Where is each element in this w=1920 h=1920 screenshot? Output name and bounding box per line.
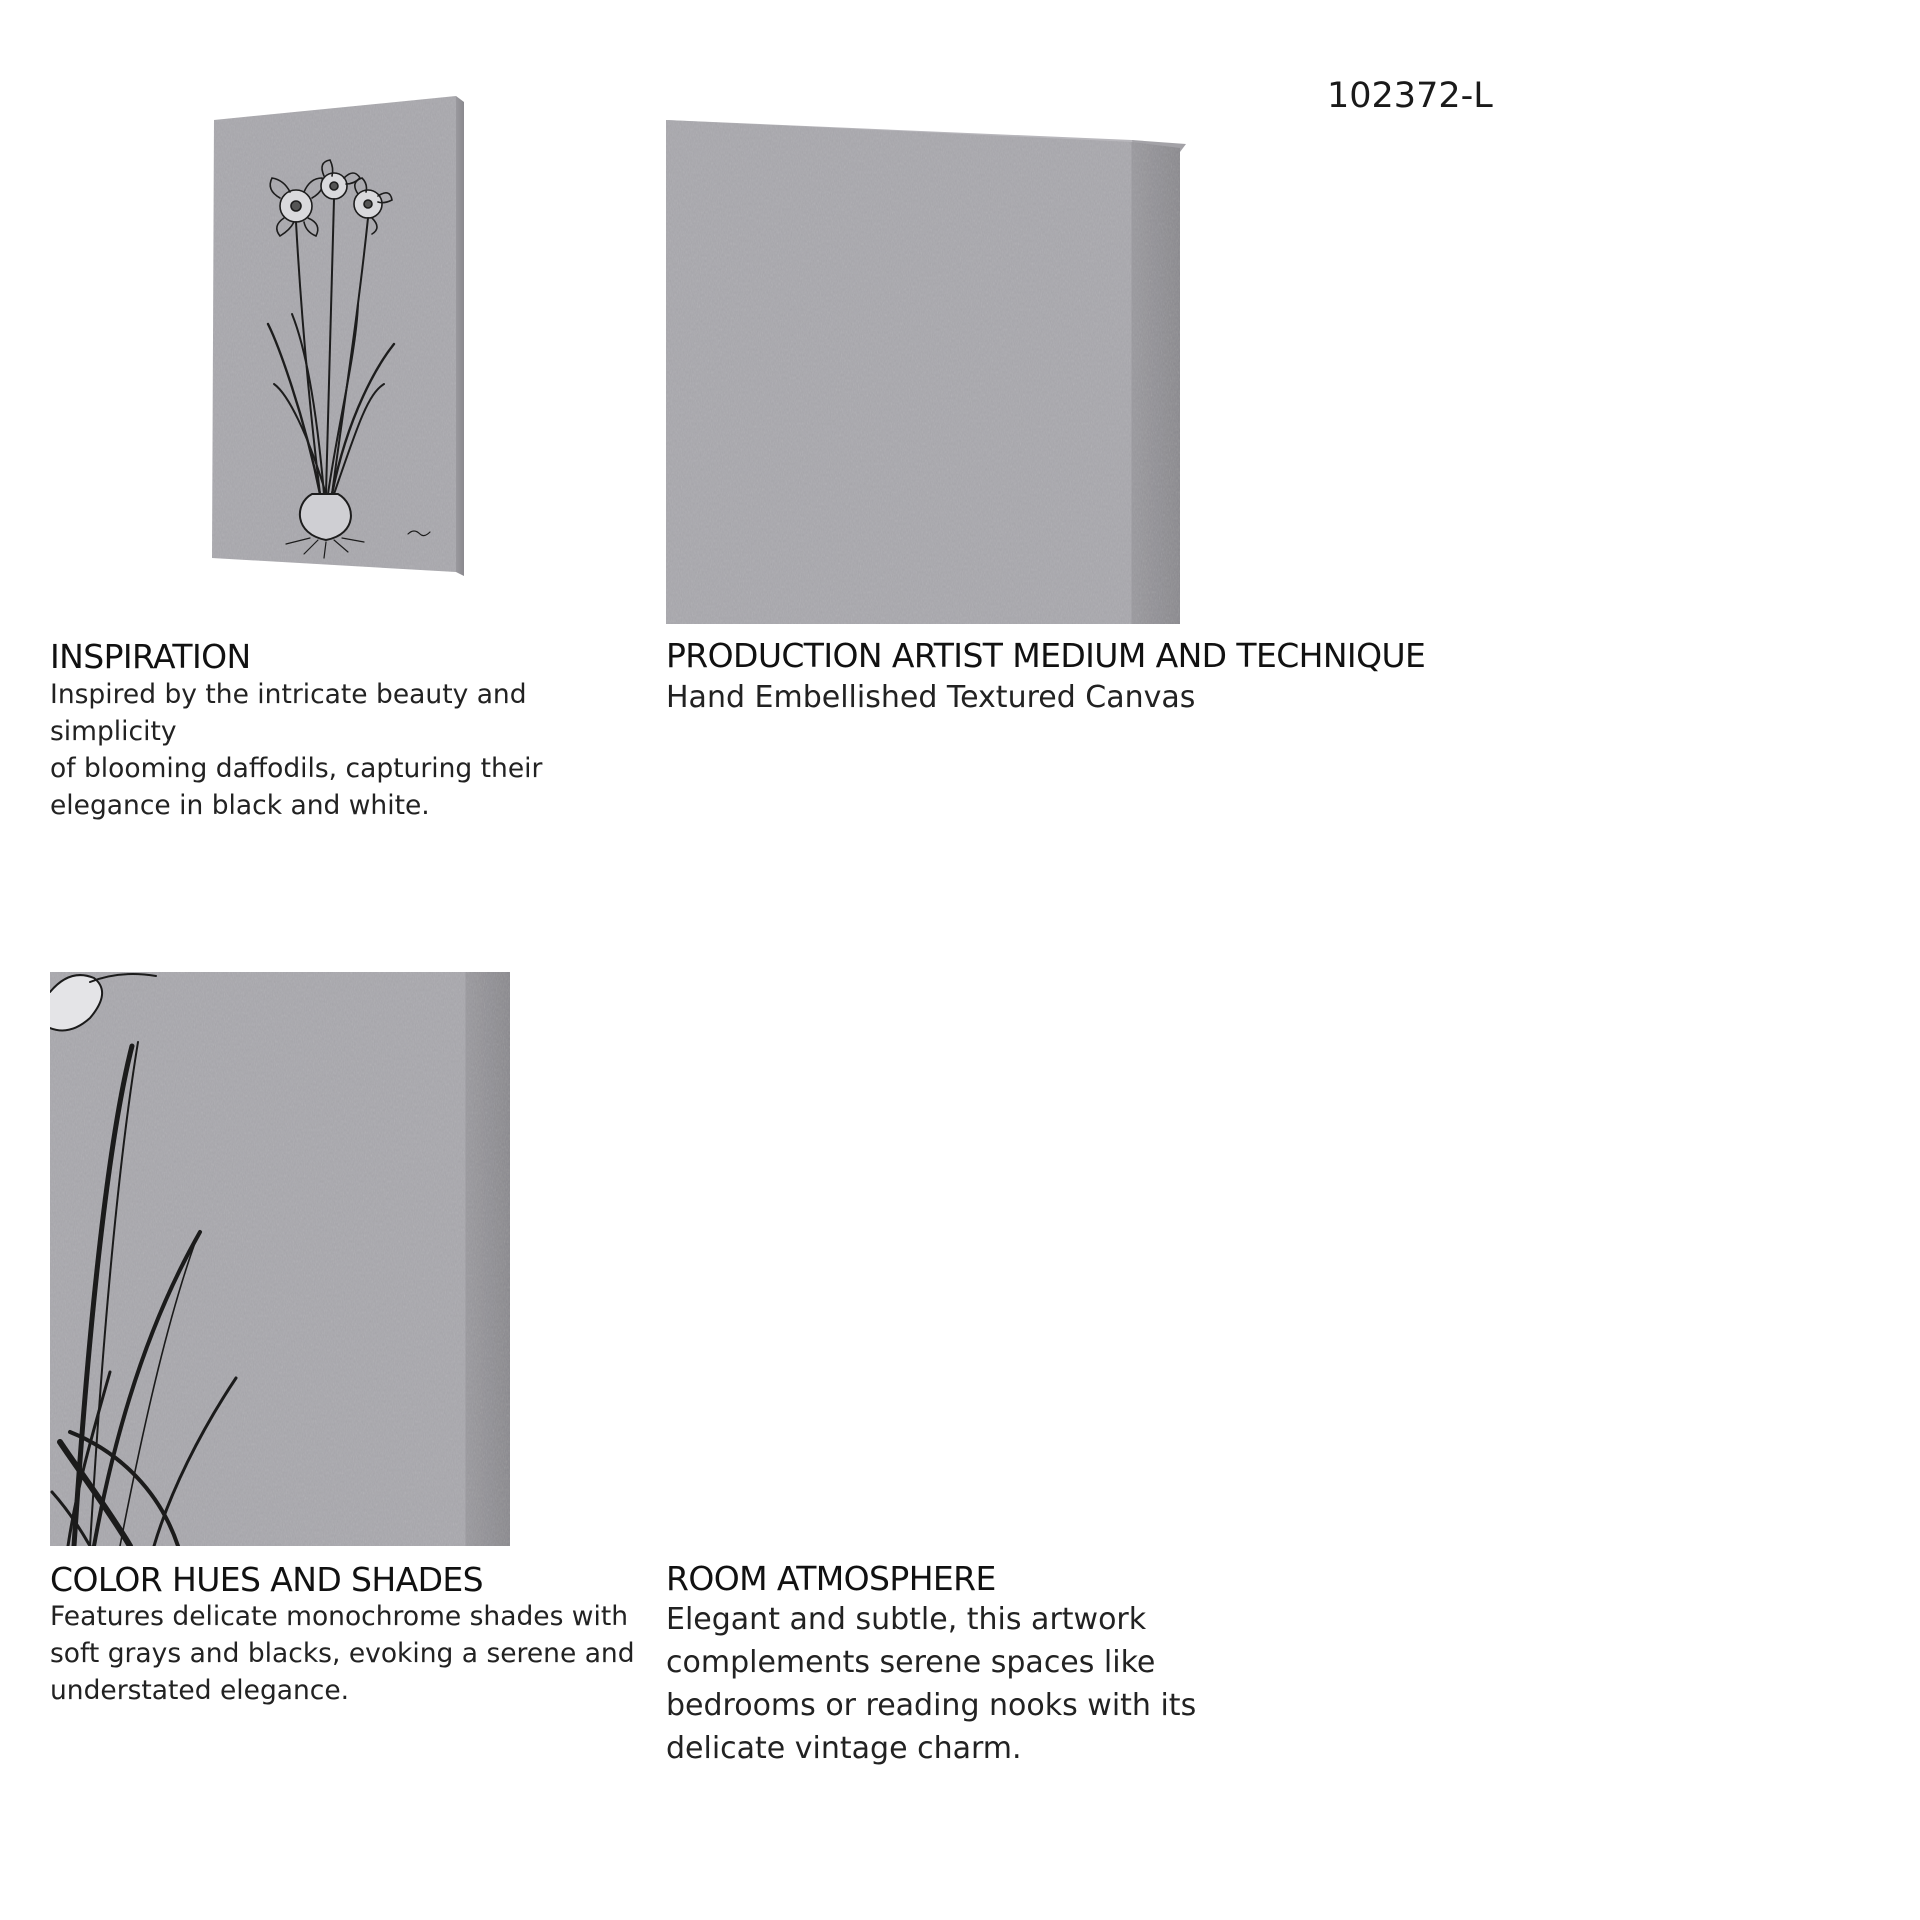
inspiration-line: elegance in black and white. (50, 790, 430, 821)
production-line: Hand Embellished Textured Canvas (666, 680, 1196, 715)
inspiration-line: of blooming daffodils, capturing their (50, 753, 543, 784)
inspiration-line: Inspired by the intricate beauty and simplicity (50, 679, 527, 747)
room-line: delicate vintage charm. (666, 1731, 1022, 1766)
color-line: soft grays and blacks, evoking a serene and (50, 1638, 635, 1669)
color-line: Features delicate monochrome shades with (50, 1601, 629, 1632)
product-front-image (208, 94, 468, 580)
canvas-corner-image (666, 120, 1190, 624)
product-sku: 102372-L (1327, 76, 1493, 116)
color-line: understated elegance. (50, 1675, 350, 1706)
room-line: Elegant and subtle, this artwork (666, 1602, 1147, 1637)
production-heading: PRODUCTION ARTIST MEDIUM AND TECHNIQUE (666, 636, 1426, 675)
color-text (50, 1598, 640, 1709)
room-line: bedrooms or reading nooks with its (666, 1688, 1197, 1723)
inspiration-heading: INSPIRATION (50, 637, 251, 676)
room-line: complements serene spaces like (666, 1645, 1156, 1680)
inspiration-text (50, 676, 640, 824)
production-text (666, 676, 1226, 719)
canvas-detail-image (50, 972, 510, 1546)
room-text (666, 1598, 1226, 1770)
room-heading: ROOM ATMOSPHERE (666, 1559, 996, 1598)
color-heading: COLOR HUES AND SHADES (50, 1560, 483, 1599)
